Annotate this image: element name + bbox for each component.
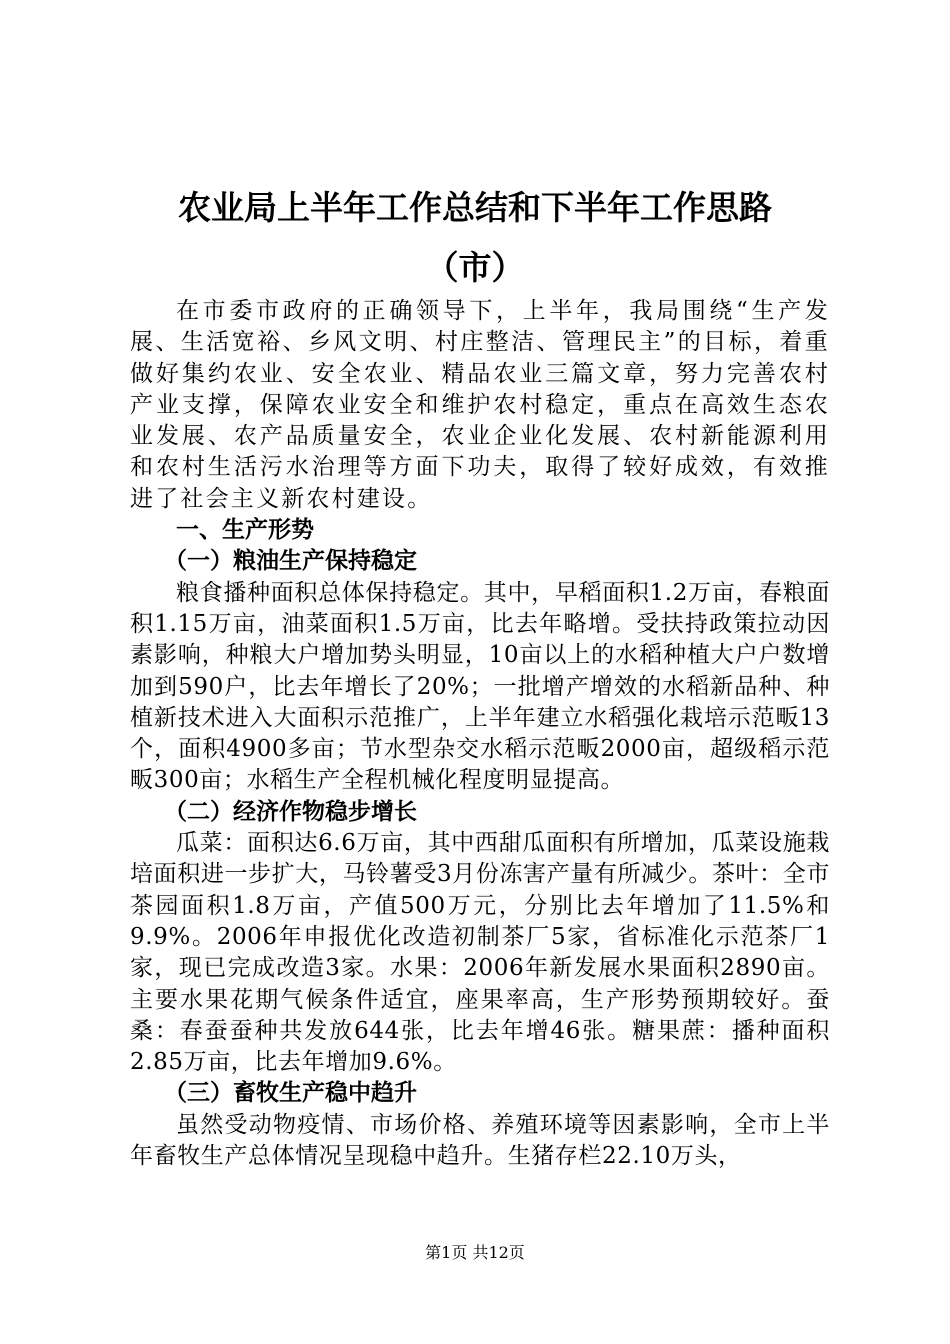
document-body [130,296,830,1172]
intro-paragraph: 在市委市政府的正确领导下，上半年，我局围绕“生产发展、生活宽裕、乡风文明、村庄整洁、管理民主”的目标，着重做好集约农业、安全农业、精品农业三篇文章，努力完善农村产业支撑，保障农业安全和维护农村稳定，重点在高效生态农业发展、农产品质量安全，农业企业化发展、农村新能源利用和农村生活污水治理等方面下功夫，取得了较好成效，有效推进了社会主义新农村建设。 [130,298,830,512]
subsection-heading-grain: （一）粮油生产保持稳定 [164,548,417,575]
document-title: 农业局上半年工作总结和下半年工作思路 [178,188,772,227]
subsection-heading-livestock: （三）畜牧生产稳中趋升 [164,1080,417,1107]
section-heading-production: 一、生产形势 [176,517,314,544]
livestock-paragraph: 虽然受动物疫情、市场价格、养殖环境等因素影响，全市上半年畜牧生产总体情况呈现稳中趋升。生猪存栏22.10万头， [130,1111,830,1170]
cash-crops-paragraph: 瓜菜：面积达6.6万亩，其中西甜瓜面积有所增加，瓜菜设施栽培面积进一步扩大，马铃薯受3月份冻害产量有所减少。茶叶：全市茶园面积1.8万亩，产值500万元，分别比去年增加了11.5%和9.9%。2006年申报优化改造初制茶厂5家，省标准化示范茶厂1家，现已完成改造3家。水果：2006年新发展水果面积2890亩。主要水果花期气候条件适宜，座果率高，生产形势预期较好。蚕桑：春蚕蚕种共发放644张，比去年增46张。糖果蔗：播种面积2.85万亩，比去年增加9.6%。 [130,830,830,1076]
subsection-heading-cash-crops: （二）经济作物稳步增长 [164,798,417,825]
grain-paragraph: 粮食播种面积总体保持稳定。其中，早稻面积1.2万亩，春粮面积1.15万亩，油菜面积1.5万亩，比去年略增。受扶持政策拉动因素影响，种粮大户增加势头明显，10亩以上的水稻种植大户户数增加到590户，比去年增长了20%；一批增产增效的水稻新品种、种植新技术进入大面积示范推广，上半年建立水稻强化栽培示范畈13个，面积4900多亩；节水型杂交水稻示范畈2000亩，超级稻示范畈300亩；水稻生产全程机械化程度明显提高。 [130,579,830,794]
page-number: 第1页 共12页 [425,1243,525,1262]
document-title-suffix: （市） [425,248,525,287]
